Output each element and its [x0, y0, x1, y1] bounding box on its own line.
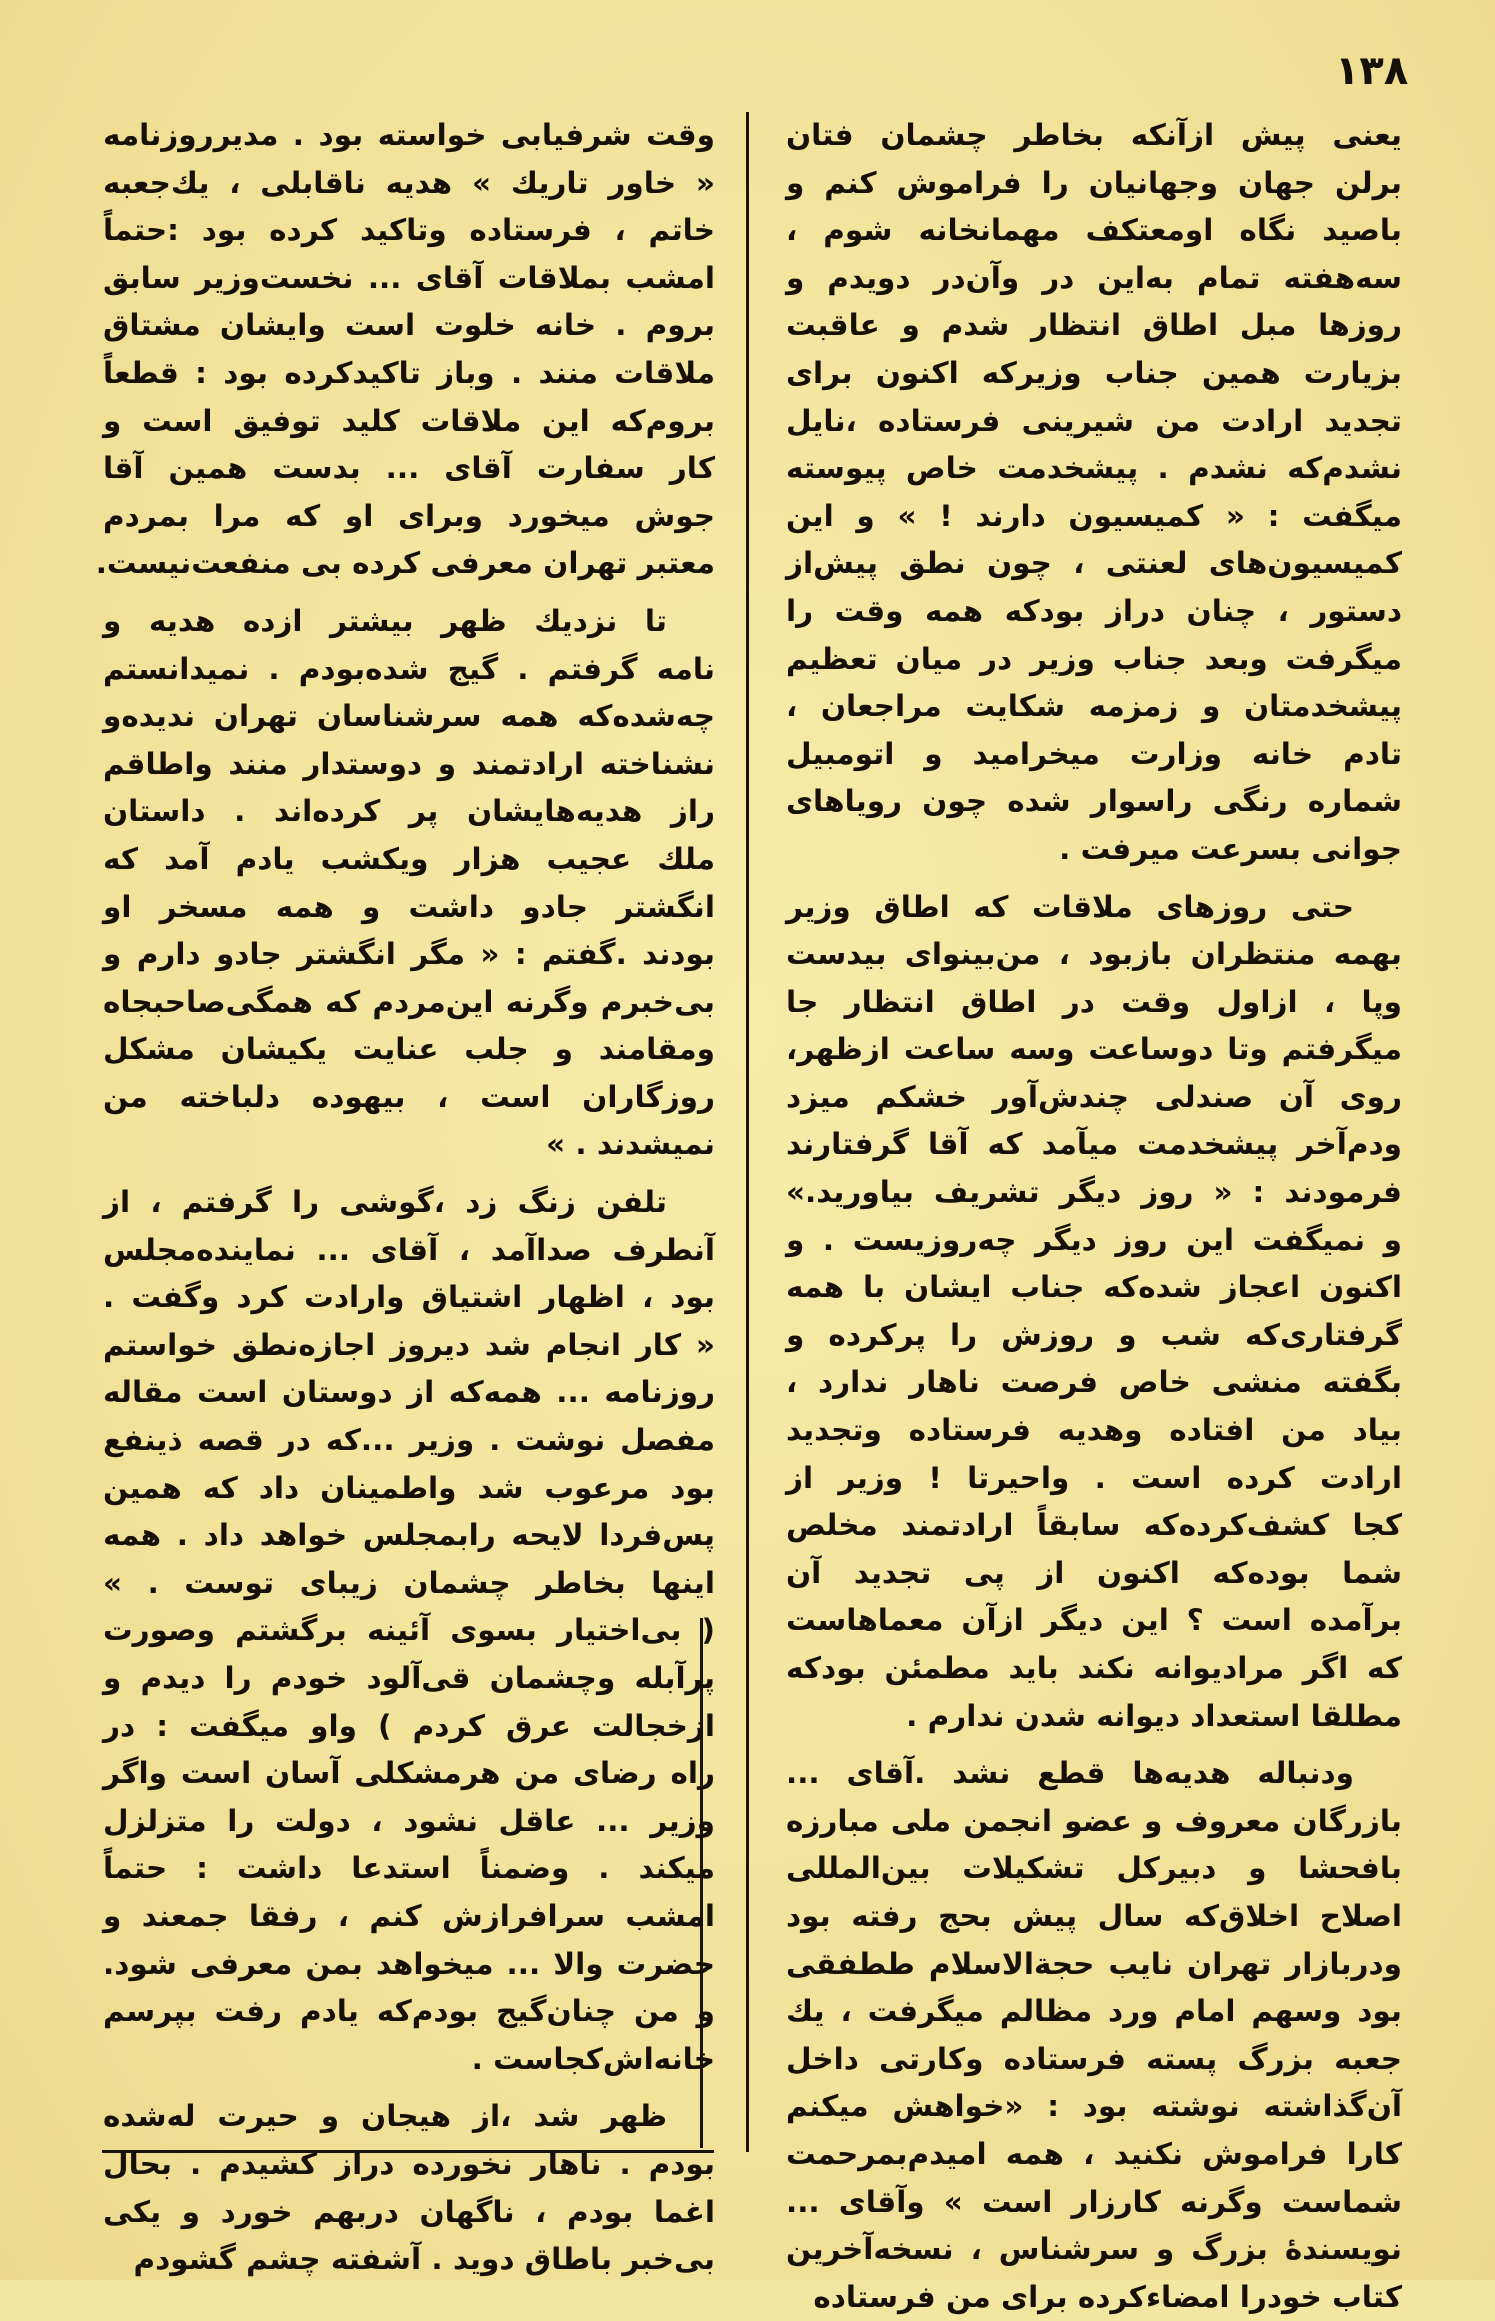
text-line: بازرگان معروف و عضو انجمن ملی مبارزه — [786, 1803, 1402, 1838]
text-line: سه‌هفته تمام به‌این در وآن‌در دویدم و — [786, 260, 1402, 295]
text-line: برلن جهان وجهانیان را فراموش کنم و — [786, 165, 1402, 200]
text-line: نشناخته ارادتمند و دوستدار منند واطاقم — [103, 746, 715, 781]
text-line: بگفته منشی خاص فرصت ناهار ندارد ، — [786, 1365, 1402, 1400]
text-line: حضرت والا ... میخواهد بمن معرفی شود. — [103, 1946, 715, 1981]
text-line: ودم‌آخر پیشخدمت میآمد که آقا گرفتارند — [786, 1127, 1402, 1162]
text-line: پیشخدمتان و زمزمه شکایت مراجعان ، — [786, 689, 1402, 724]
text-line: تجدید ارادت من شیرینی فرستاده ،نایل — [786, 403, 1402, 438]
text-line: ومقامند و جلب عنایت یکیشان مشکل — [103, 1032, 715, 1067]
text-line: بروم‌که این ملاقات کلید توفیق است و — [103, 403, 715, 438]
text-line: میگفت : « کمیسیون دارند ! » و این — [786, 498, 1402, 533]
text-line: بود ، اظهار اشتیاق وارادت کرد وگفت . — [103, 1280, 715, 1315]
text-line: بی‌خبر باطاق دوید . آشفته چشم گشودم — [133, 2242, 715, 2277]
text-line: مطلقا استعداد دیوانه شدن ندارم . — [906, 1698, 1402, 1733]
text-line: وزیر ... عاقل نشود ، دولت را متزلزل — [103, 1803, 715, 1838]
text-line: ازخجالت عرق کردم ) واو میگفت : در — [103, 1708, 715, 1743]
text-line: بود مرعوب شد واطمینان داد که همین — [103, 1470, 715, 1505]
text-line: روزها مبل اطاق انتظار شدم و عاقبت — [786, 308, 1402, 343]
text-line: کمیسیون‌های لعنتی ، چون نطق پیش‌از — [786, 546, 1402, 581]
text-line: اکنون اعجاز شده‌که جناب ایشان با همه — [786, 1270, 1402, 1305]
text-line: نامه گرفتم . گیج شده‌بودم . نمیدانستم — [103, 651, 715, 686]
text-line: بهمه منتظران بازبود ، من‌بینوای بیدست — [786, 937, 1402, 972]
text-line: راه رضای من هرمشکلی آسان است واگر — [103, 1756, 715, 1791]
text-line: فرمودند : « روز دیگر تشریف بیاورید.» — [786, 1175, 1402, 1210]
text-line: بیاد من افتاده وهدیه فرستاده وتجدید — [786, 1413, 1402, 1448]
text-line: بروم . خانه خلوت است وایشان مشتاق — [103, 308, 715, 343]
text-line: بی‌خبرم وگرنه این‌مردم که همگی‌صاحبجاه — [103, 984, 715, 1019]
text-line: پس‌فردا لایحه رابمجلس خواهد داد . همه — [103, 1518, 715, 1553]
text-line: خانه‌اش‌کجاست . — [471, 2041, 715, 2076]
text-line: برآمده است ؟ این دیگر ازآن معماهاست — [786, 1603, 1402, 1638]
text-line: ارادت کرده است . واحیرتا ! وزیر از — [786, 1460, 1402, 1495]
text-line: ودربازار تهران نایب حجةالاسلام ططفقی — [786, 1946, 1402, 1981]
page-number: ۱۳۸ — [1335, 48, 1409, 94]
text-line: وقت شرفیابی خواسته بود . مدیرروزنامه — [103, 118, 715, 152]
text-line: نویسندهٔ بزرگ و سرشناس ، نسخه‌آخرین — [786, 2232, 1402, 2267]
text-line: وپا ، ازاول وقت در اطاق انتظار جا — [786, 984, 1402, 1019]
text-line: شما بوده‌که اکنون از پی تجدید آن — [786, 1555, 1402, 1590]
text-line: ملك عجیب هزار ویکشب یادم آمد که — [103, 841, 715, 876]
text-line: پرآبله وچشمان قی‌آلود خودم را دیدم و — [103, 1661, 715, 1695]
text-line: ملاقات منند . وباز تاکیدکرده بود : قطعاً — [103, 355, 715, 390]
text-line: روی آن صندلی چندش‌آور خشکم میزد — [786, 1079, 1402, 1114]
text-line: اینها بخاطر چشمان زیبای توست . » — [103, 1565, 715, 1600]
text-line: اصلاح اخلاق‌که سال پیش بحج رفته بود — [786, 1898, 1402, 1933]
text-line: راز هدیه‌هایشان پر کرده‌اند . داستان — [103, 794, 715, 829]
text-line: گرفتاری‌که شب و روزش را پرکرده و — [786, 1317, 1402, 1352]
text-line: کار سفارت آقای ... بدست همین آقا — [103, 451, 715, 486]
text-line: آنطرف صداآمد ، آقای ... نماینده‌مجلس — [103, 1232, 715, 1267]
right-column — [786, 112, 1402, 2321]
text-line: یعنی پیش ازآنکه بخاطر چشمان فتان — [786, 118, 1402, 152]
text-line: تا نزدیك ظهر بیشتر ازده هدیه و — [103, 603, 667, 638]
text-line: شماره رنگی راسوار شده چون رویاهای — [786, 784, 1402, 819]
text-line: دستور ، چنان دراز بودکه همه وقت را — [786, 593, 1402, 628]
text-line: حتی روزهای ملاقات که اطاق وزیر — [786, 889, 1354, 924]
text-line: اغما بودم ، ناگهان دربهم خورد و یکی — [103, 2194, 715, 2229]
text-line: بود وسهم امام ورد مظالم میگرفت ، یك — [786, 1994, 1402, 2029]
text-line: مفصل نوشت . وزیر ...که در قصه ذینفع — [103, 1423, 715, 1458]
text-line: امشب بملاقات آقای ... نخست‌وزیر سابق — [103, 260, 715, 295]
text-line: کجا کشف‌کرده‌که سابقاً ارادتمند مخلص — [786, 1508, 1402, 1543]
text-line: میکند . وضمناً استدعا داشت : حتماً — [103, 1851, 715, 1886]
text-line: میگرفت وبعد جناب وزیر در میان تعظیم — [786, 641, 1402, 676]
text-line: نشدم‌که نشدم . پیشخدمت خاص پیوسته — [786, 451, 1402, 486]
text-line: بودم . ناهار نخورده دراز کشیدم . بحال — [103, 2146, 715, 2181]
text-line: روزنامه ... همه‌که از دوستان است مقاله — [103, 1375, 715, 1410]
text-line: نمیشدند . » — [546, 1127, 715, 1162]
column-divider — [746, 112, 749, 2152]
text-line: جوانی بسرعت میرفت . — [1059, 831, 1402, 866]
text-line: تادم خانه وزارت میخرامید و اتومبیل — [786, 736, 1402, 771]
text-line: جوش میخورد وبرای او که مرا بمردم — [103, 498, 715, 533]
text-line: ( بی‌اختیار بسوی آئینه برگشتم وصورت — [103, 1613, 715, 1648]
text-line: میگرفتم وتا دوساعت وسه ساعت ازظهر، — [786, 1032, 1402, 1067]
text-line: بودند .گفتم : « مگر انگشتر جادو دارم و — [103, 937, 715, 972]
text-line: روزگاران است ، بیهوده دلباخته من — [103, 1079, 715, 1114]
text-line: و من چنان‌گیج بودم‌که یادم رفت بپرسم — [103, 1994, 715, 2029]
text-line: چه‌شده‌که همه سرشناسان تهران ندیده‌و — [103, 699, 715, 734]
text-line: باصید نگاه اومعتکف مهمانخانه شوم ، — [786, 213, 1402, 248]
text-line: معتبر تهران معرفی کرده بی منفعت‌نیست. — [95, 546, 715, 581]
text-line: خاتم ، فرستاده وتاکید کرده بود :حتماً — [103, 213, 715, 248]
text-line: « کار انجام شد دیروز اجازه‌نطق خواستم — [103, 1327, 715, 1362]
text-line: کتاب خودرا امضاءکرده برای من فرستاده — [813, 2279, 1402, 2314]
text-line: امشب سرافرازش کنم ، رفقا جمعند و — [103, 1898, 715, 1933]
text-line: انگشتر جادو داشت و همه مسخر او — [103, 889, 715, 924]
text-line: ظهر شد ،از هیجان و حیرت له‌شده — [103, 2099, 667, 2134]
text-line: تلفن زنگ زد ،گوشی را گرفتم ، از — [103, 1185, 667, 1220]
text-line: « خاور تاریك » هدیه ناقابلی ، یك‌جعبه — [103, 165, 715, 200]
text-line: جعبه بزرگ پسته فرستاده وکارتی داخل — [786, 2041, 1402, 2076]
text-line: ودنباله هدیه‌ها قطع نشد .آقای ... — [786, 1756, 1354, 1791]
text-line: بافحشا و دبیرکل تشکیلات بین‌المللی — [786, 1851, 1402, 1886]
text-line: بزیارت همین جناب وزیرکه اکنون برای — [786, 355, 1402, 390]
text-line: که اگر مرادیوانه نکند باید مطمئن بودکه — [786, 1651, 1402, 1685]
left-column — [95, 112, 715, 2284]
text-line: کارا فراموش نکنید ، همه امیدم‌بمرحمت — [786, 2136, 1402, 2171]
text-line: آن‌گذاشته نوشته بود : «خواهش میکنم — [786, 2089, 1402, 2124]
text-line: شماست وگرنه کارزار است » وآقای ... — [786, 2184, 1402, 2219]
text-line: و نمیگفت این روز دیگر چه‌روزیست . و — [786, 1222, 1402, 1257]
